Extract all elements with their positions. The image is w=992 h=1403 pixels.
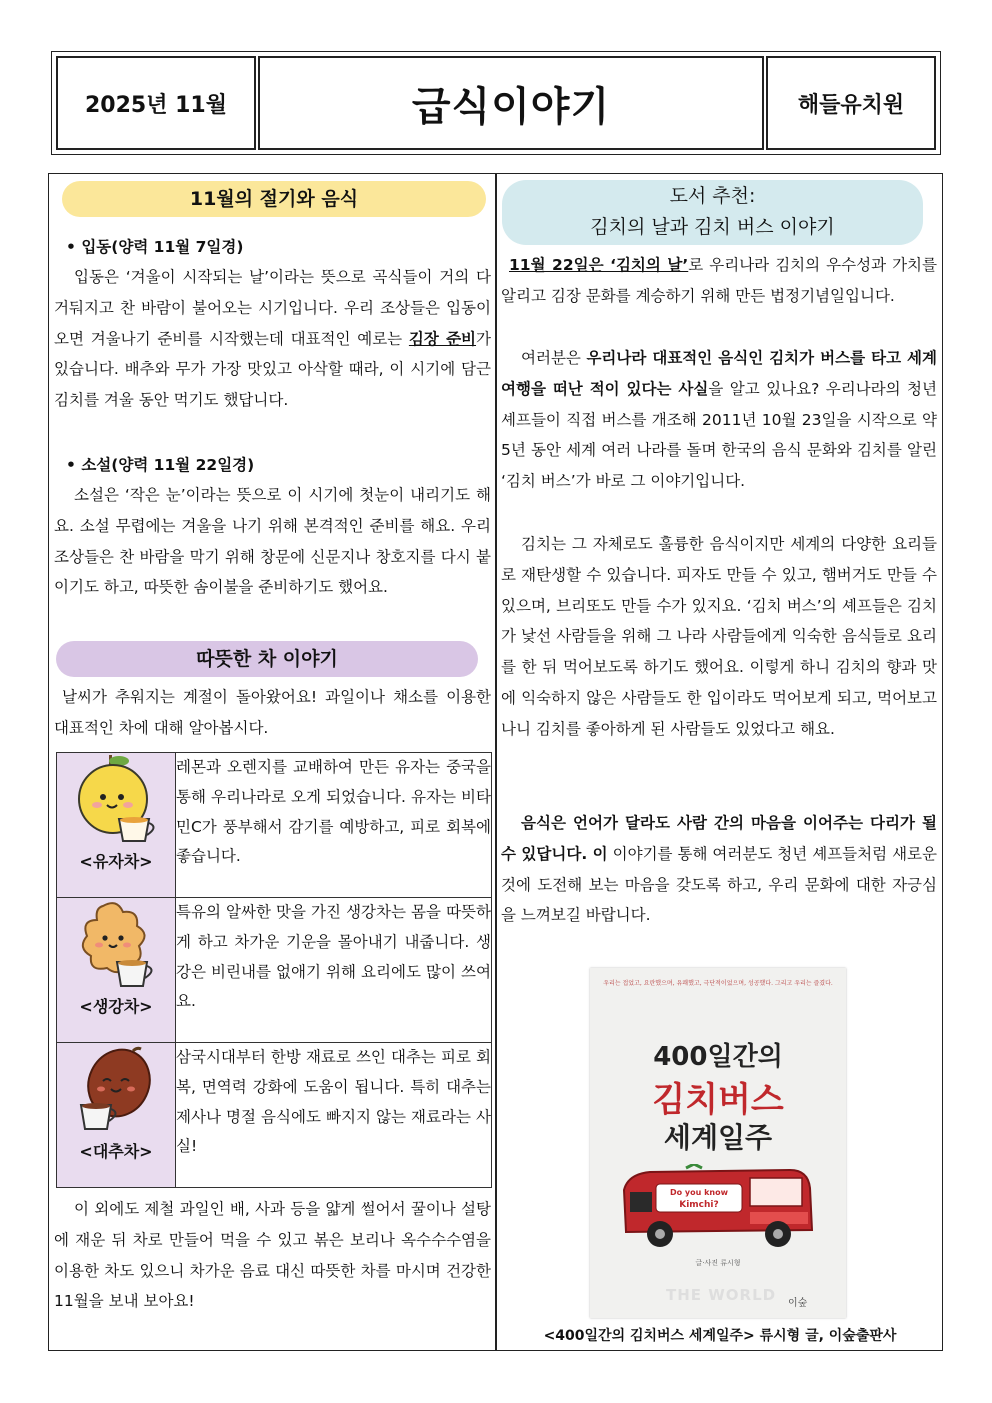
tea-icon-cell: [57, 753, 176, 898]
jujube-cup-icon: [73, 1043, 159, 1135]
tea-closing: 이 외에도 제철 과일인 배, 사과 등을 얇게 썰어서 꿀이나 설탕에 재운 뒤 차로 만들어 먹을 수 있고 볶은 보리나 옥수수수염을 이용한 차도 있으니 차가운 음료 대신 따뜻한 차를 마시며 건강한 11월을 보내 보아요!: [54, 1200, 491, 1311]
book-watermark: THE WORLD: [666, 1286, 777, 1304]
section-title-tea: 따뜻한 차 이야기: [56, 641, 478, 677]
ginger-cup-icon: [73, 898, 159, 990]
tea-icon-cell: [57, 1043, 176, 1188]
tea-description: 레몬과 오렌지를 교배하여 만든 유자는 중국을 통해 우리나라로 오게 되었습니다. 유자는 비타민C가 풍부해서 감기를 예방하고, 피로 회복에 좋습니다.: [176, 753, 492, 898]
kimchi-bus-illustration: [590, 1164, 846, 1254]
issue-date: 2025년 11월: [56, 56, 256, 150]
tea-name: <대추차>: [79, 1142, 153, 1161]
tea-row: [57, 753, 492, 898]
kimchi-recipes-paragraph: 김치는 그 자체로도 훌륭한 음식이지만 세계의 다양한 요리들로 재탄생할 수 있습니다. 피자도 만들 수 있고, 햄버거도 만들 수 있으며, 브리또도 만들 수가 있지요. ‘김치 버스’의 셰프들은 김치가 낯선 사람들을 위해 그 나라 사람들에게 익숙한 음식들로 요리를 한 뒤 먹어보도록 하기도 했어요. 이렇게 하니 김치의 향과 맛에 익숙하지 않은 사람들도 한 입이라도 먹어보게 되고, 먹어보고 나니 김치를 좋아하게 된 사람들도 있었다고 해요.: [501, 535, 937, 738]
book-section-title-line1: 도서 추천:: [669, 185, 756, 207]
tea-row: [57, 1043, 492, 1188]
yuja-cup-icon: [73, 753, 159, 845]
tea-description: 특유의 알싸한 맛을 가진 생강차는 몸을 따뜻하게 하고 차가운 기운을 몰아내기 내줍니다. 생강은 비린내를 없애기 위해 요리에도 많이 쓰여요.: [176, 898, 492, 1043]
header-box: [51, 51, 941, 155]
tea-table: [56, 752, 492, 1188]
tea-name: <생강차>: [79, 997, 153, 1016]
soseol-heading: • 소설(양력 11월 22일경): [66, 456, 255, 474]
book-title-line1: 400일간의: [653, 1042, 783, 1072]
section-title-seasons: 11월의 절기와 음식: [62, 181, 486, 217]
publisher-mark: 이숲: [788, 1298, 808, 1309]
book-caption: <400일간의 김치버스 세계일주> 류시형 글, 이숲출판사: [543, 1328, 897, 1344]
tea-name: <유자차>: [79, 852, 153, 871]
book-title-line2: 김치버스: [652, 1080, 784, 1120]
book-section-title: [502, 180, 923, 245]
newsletter-title: 급식이야기: [258, 56, 764, 150]
column-divider: [495, 173, 497, 1351]
book-tagline: 우리는 접었고, 요란했으며, 유쾌했고, 극단적이었으며, 성공했다. 그리고 우리는 즐겼다.: [603, 980, 833, 987]
bus-text-2: Kimchi?: [679, 1200, 719, 1210]
kimchi-conclusion-paragraph: 음식은 언어가 달라도 사람 간의 마음을 이어주는 다리가 될 수 있답니다. 이 이야기를 통해 여러분도 청년 셰프들처럼 새로운 것에 도전해 보는 마음을 갖도록 하고, 우리 문화에 대한 자긍심을 느껴보길 바랍니다.: [501, 814, 937, 925]
kimchi-bus-paragraph: 여러분은 우리나라 대표적인 음식인 김치가 버스를 타고 세계 여행을 떠난 적이 있다는 사실을 알고 있나요? 우리나라의 청년 셰프들이 직접 버스를 개조해 2011년 10월 23일을 시작으로 약 5년 동안 세계 여러 나라를 돌며 한국의 음식 문화와 김치를 알린 ‘김치 버스’가 바로 그 이야기입니다.: [501, 349, 938, 491]
tea-intro: 날씨가 추워지는 계절이 돌아왔어요! 과일이나 채소를 이용한 대표적인 차에 대해 알아봅시다.: [54, 688, 491, 737]
tea-description: 삼국시대부터 한방 재료로 쓰인 대추는 피로 회복, 면역력 강화에 도움이 됩니다. 특히 대추는 제사나 명절 음식에도 빠지지 않는 재료라는 사실!: [176, 1043, 492, 1188]
book-section-title-line2: 김치의 날과 김치 버스 이야기: [590, 216, 835, 238]
book-author: 글·사진 류시형: [695, 1259, 741, 1267]
soseol-paragraph: 소설은 ‘작은 눈’이라는 뜻으로 이 시기에 첫눈이 내리기도 해요. 소설 무렵에는 겨울을 나기 위해 본격적인 준비를 해요. 우리 조상들은 찬 바람을 막기 위해 창문에 신문지나 창호지를 다시 붙이기도 하고, 따뜻한 솜이불을 준비하기도 했어요.: [54, 486, 491, 597]
ipdong-heading: • 입동(양력 11월 7일경): [66, 238, 244, 256]
bus-text-1: Do you know: [669, 1188, 729, 1197]
kimchi-day-paragraph: 11월 22일은 ‘김치의 날’로 우리나라 김치의 우수성과 가치를 알리고 김장 문화를 계승하기 위해 만든 법정기념일입니다.: [501, 256, 937, 305]
tea-row: [57, 898, 492, 1043]
book-title-line3: 세계일주: [663, 1121, 773, 1154]
school-name: 해들유치원: [766, 56, 936, 150]
book-cover: [590, 968, 846, 1318]
tea-icon-cell: [57, 898, 176, 1043]
ipdong-paragraph: 입동은 ‘겨울이 시작되는 날’이라는 뜻으로 곡식들이 거의 다 거둬지고 찬 바람이 불어오는 시기입니다. 우리 조상들은 입동이 오면 겨울나기 준비를 시작했는데 대표적인 예로는 김장 준비가 있습니다. 배추와 무가 가장 맛있고 아삭할 때라, 이 시기에 담근 김치를 겨울 동안 먹기도 했답니다.: [54, 268, 491, 410]
